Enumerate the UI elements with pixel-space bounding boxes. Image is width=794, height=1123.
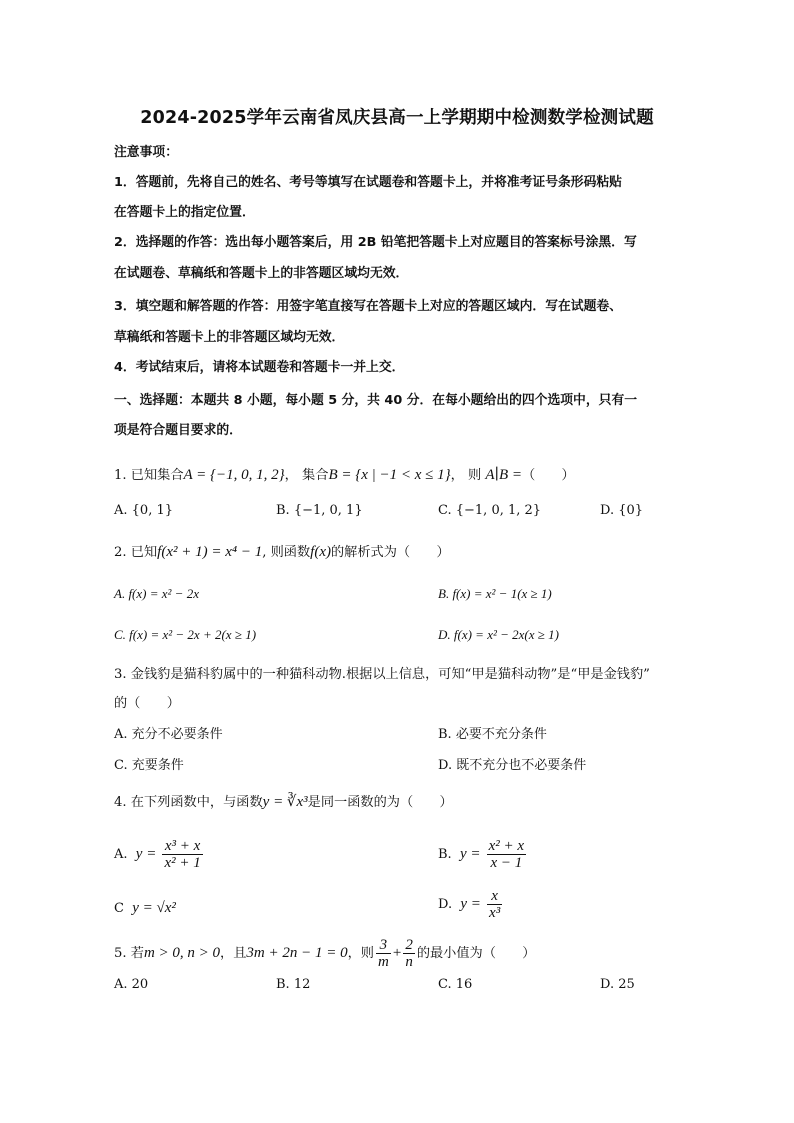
fraction-2-over-n: $\frac{2}{n}$ <box>405 937 413 970</box>
q3-option-d: D. 既不充分也不必要条件 <box>438 758 587 773</box>
cube-root-function: y = ∛x³ <box>262 794 308 810</box>
notice-heading: 注意事项： <box>114 145 178 160</box>
q2-option-c: C. f(x) = x² − 2x + 2(x ≥ 1) <box>114 627 257 642</box>
notice-item-1a: 1．答题前，先将自己的姓名、考号等填写在试题卷和答题卡上，并将准考证号条形码粘贴 <box>114 175 622 190</box>
question-4-stem: 4. 在下列函数中，与函数y = ∛x³是同一函数的为（ ） <box>114 794 453 810</box>
set-a: A = {−1, 0, 1, 2} <box>183 467 285 483</box>
q3-option-c: C. 充要条件 <box>114 758 184 773</box>
fraction-3-over-m: $\frac{3}{m}$ <box>378 937 389 970</box>
function-f: f(x) <box>310 544 331 560</box>
question-2-stem: 2. 已知f(x² + 1) = x⁴ − 1, 则函数f(x)的解析式为（ ） <box>114 544 450 560</box>
q4-option-c: C y = √x² <box>114 900 176 916</box>
q2-option-b: B. f(x) = x² − 1(x ≥ 1) <box>438 586 552 601</box>
q5-option-b: B. 12 <box>276 977 311 992</box>
question-1-stem: 1. 已知集合A = {−1, 0, 1, 2}， 集合B = {x | −1 < x ≤ 1}， 则 A∣B =（ ） <box>114 467 575 483</box>
notice-item-2b: 在试题卷、草稿纸和答题卡上的非答题区域均无效． <box>114 266 409 281</box>
q1-option-b: B. {−1, 0, 1} <box>276 503 363 518</box>
q2-option-a: A. f(x) = x² − 2x <box>114 586 199 601</box>
q1-option-a: A. {0, 1} <box>114 503 174 518</box>
q4-option-b: B. y = $\frac{\text{x² + x}}{x - 1}$ <box>438 838 525 871</box>
question-5-stem: 5. 若m > 0, n > 0，且3m + 2n − 1 = 0，则 $\frac{3}{m}$ + $\frac{2}{n}$ 的最小值为（ ） <box>114 937 536 970</box>
q2-option-d: D. f(x) = x² − 2x(x ≥ 1) <box>438 627 559 642</box>
q1-option-c: C. {−1, 0, 1, 2} <box>438 503 542 518</box>
q1-option-d: D. {0} <box>600 503 644 518</box>
q3-option-a: A. 充分不必要条件 <box>114 727 223 742</box>
section-heading-a: 一、选择题：本题共 8 小题，每小题 5 分，共 40 分．在每小题给出的四个选项中，只有一 <box>114 393 638 408</box>
notice-item-2a: 2．选择题的作答：选出每小题答案后，用 2B 铅笔把答题卡上对应题目的答案标号涂黑．写 <box>114 235 637 250</box>
question-3-stem-b: 的（ ） <box>114 696 180 711</box>
q5-option-d: D. 25 <box>600 977 635 992</box>
notice-item-3a: 3．填空题和解答题的作答：用签字笔直接写在答题卡上对应的答题区域内．写在试题卷、 <box>114 299 622 314</box>
q5-option-a: A. 20 <box>114 977 149 992</box>
page-title: 2024-2025学年云南省凤庆县高一上学期期中检测数学检测试题 <box>140 108 654 128</box>
section-heading-b: 项是符合题目要求的． <box>114 423 242 438</box>
notice-item-3b: 草稿纸和答题卡上的非答题区域均无效． <box>114 330 345 345</box>
set-expression: A∣B = <box>485 467 522 483</box>
question-3-stem-a: 3. 金钱豹是猫科豹属中的一种猫科动物.根据以上信息，可知“甲是猫科动物”是“甲是金钱豹” <box>114 667 650 682</box>
q5-option-c: C. 16 <box>438 977 473 992</box>
notice-item-4: 4．考试结束后，请将本试题卷和答题卡一并上交． <box>114 360 405 375</box>
condition: m > 0, n > 0 <box>143 945 221 961</box>
q3-option-b: B. 必要不充分条件 <box>438 727 547 742</box>
given-equation: f(x² + 1) = x⁴ − 1 <box>157 544 263 560</box>
q4-option-a: A. y = $\frac{\text{x³ + x}}{\text{x² + 1}}$ <box>114 838 201 871</box>
constraint-equation: 3m + 2n − 1 = 0 <box>246 945 348 961</box>
notice-item-1b: 在答题卡上的指定位置． <box>114 205 255 220</box>
set-b: B = {x | −1 < x ≤ 1} <box>328 467 451 483</box>
q4-option-d: D. y = $\frac{x}{\text{x³}}$ <box>438 888 501 921</box>
